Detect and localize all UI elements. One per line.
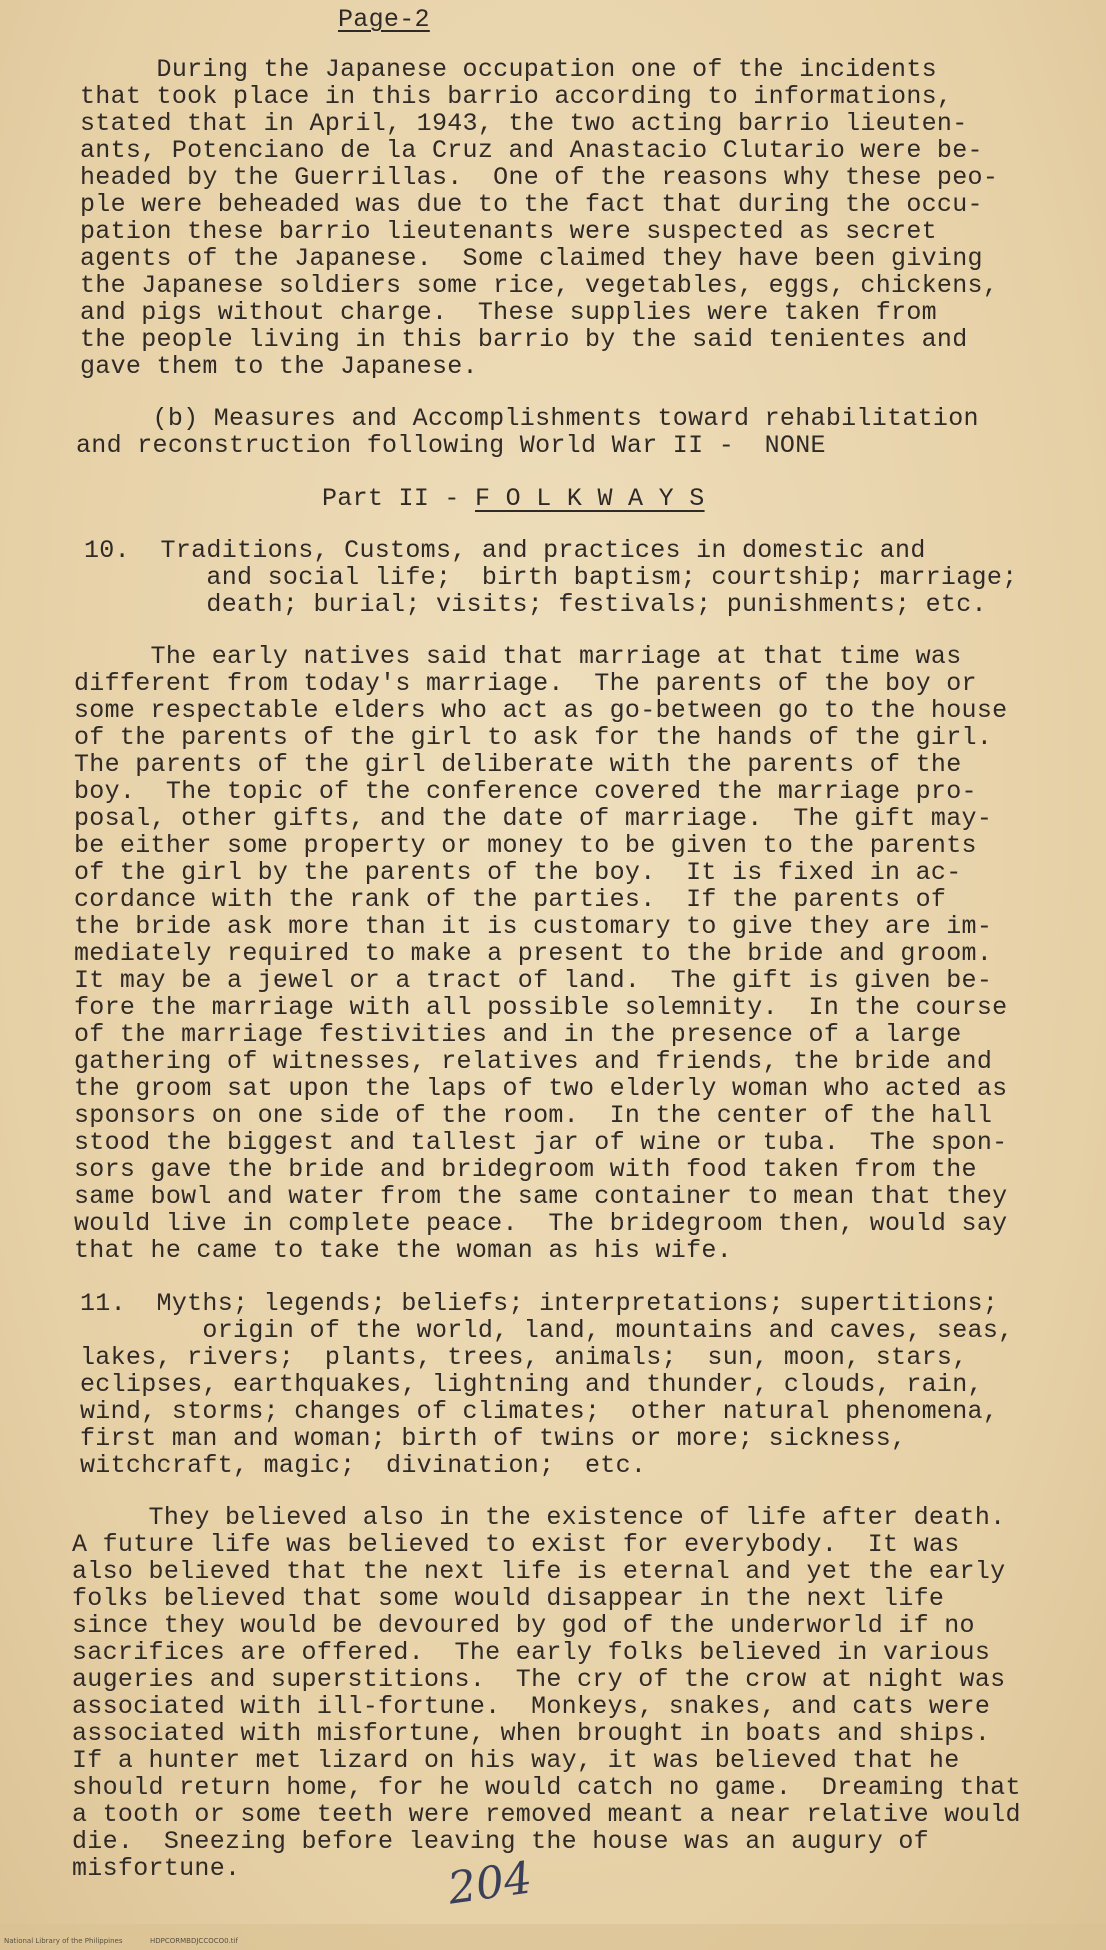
text-line: that took place in this barrio according to informations, — [80, 82, 953, 111]
text-line: the people living in this barrio by the said tenientes and — [80, 325, 968, 354]
text-line: first man and woman; birth of twins or more; sickness, — [80, 1424, 907, 1453]
text-line: lakes, rivers; plants, trees, animals; sun, moon, stars, — [80, 1343, 968, 1372]
text-line: also believed that the next life is eternal and yet the early — [72, 1557, 1006, 1586]
text-line: of the marriage festivities and in the presence of a large — [74, 1020, 962, 1049]
text-line: augeries and superstitions. The cry of the crow at night was — [72, 1665, 1006, 1694]
text-line: pation these barrio lieutenants were suspected as secret — [80, 217, 937, 246]
text-line: stated that in April, 1943, the two acting barrio lieuten- — [80, 109, 968, 138]
text-line: A future life was believed to exist for everybody. It was — [72, 1530, 960, 1559]
text-line: sors gave the bride and bridegroom with food taken from the — [74, 1155, 977, 1184]
text-line: the groom sat upon the laps of two elderly woman who acted as — [74, 1074, 1008, 1103]
text-line: death; burial; visits; festivals; punishments; etc. — [84, 590, 987, 619]
text-line: and pigs without charge. These supplies were taken from — [80, 298, 937, 327]
text-line: be either some property or money to be given to the parents — [74, 831, 977, 860]
library-credit: National Library of the Philippines — [4, 1937, 123, 1945]
text-line: eclipses, earthquakes, lightning and thunder, clouds, rain, — [80, 1370, 983, 1399]
scan-file-id: HDPCORMBDJCCOCO0.tif — [150, 1937, 238, 1945]
text-line: ants, Potenciano de la Cruz and Anastacio Clutario were be- — [80, 136, 983, 165]
text-line: and reconstruction following World War II - NONE — [76, 431, 826, 460]
text-line: a tooth or some teeth were removed meant a near relative would — [72, 1800, 1021, 1829]
text-line: boy. The topic of the conference covered the marriage pro- — [74, 777, 977, 806]
text-line: mediately required to make a present to the bride and groom. — [74, 939, 993, 968]
text-line: of the parents of the girl to ask for the hands of the girl. — [74, 723, 993, 752]
text-line: the Japanese soldiers some rice, vegetables, eggs, chickens, — [80, 271, 999, 300]
text-line: would live in complete peace. The bridegroom then, would say — [74, 1209, 1008, 1238]
text-line: sacrifices are offered. The early folks believed in various — [72, 1638, 991, 1667]
text-line: gave them to the Japanese. — [80, 352, 478, 381]
text-line: They believed also in the existence of life after death. — [72, 1503, 1006, 1532]
text-line: stood the biggest and tallest jar of wine or tuba. The spon- — [74, 1128, 1008, 1157]
text-line: wind, storms; changes of climates; other natural phenomena, — [80, 1397, 999, 1426]
text-line: agents of the Japanese. Some claimed they have been giving — [80, 244, 983, 273]
text-line: witchcraft, magic; divination; etc. — [80, 1451, 647, 1480]
text-line: The parents of the girl deliberate with the parents of the — [74, 750, 962, 779]
text-line: cordance with the rank of the parties. If the parents of — [74, 885, 947, 914]
part-title: F O L K W A Y S — [475, 484, 705, 513]
text-line: that he came to take the woman as his wife. — [74, 1236, 733, 1265]
part-prefix: Part II - — [322, 484, 476, 513]
text-line: If a hunter met lizard on his way, it was believed that he — [72, 1746, 960, 1775]
text-line: headed by the Guerrillas. One of the reasons why these peo- — [80, 163, 999, 192]
text-line: of the girl by the parents of the boy. It is fixed in ac- — [74, 858, 962, 887]
text-line: sponsors on one side of the room. In the center of the hall — [74, 1101, 993, 1130]
text-line: the bride ask more than it is customary to give they are im- — [74, 912, 993, 941]
page-label: Page-2 — [338, 5, 430, 34]
text-line: It may be a jewel or a tract of land. The gift is given be- — [74, 966, 993, 995]
text-line: fore the marriage with all possible solemnity. In the course — [74, 993, 1008, 1022]
text-line: should return home, for he would catch no game. Dreaming that — [72, 1773, 1021, 1802]
text-line: associated with misfortune, when brought in boats and ships. — [72, 1719, 991, 1748]
text-line: associated with ill-fortune. Monkeys, snakes, and cats were — [72, 1692, 991, 1721]
text-line: some respectable elders who act as go-between go to the house — [74, 696, 1008, 725]
text-line: 10. Traditions, Customs, and practices in domestic and — [84, 536, 926, 565]
text-line: The early natives said that marriage at that time was — [74, 642, 962, 671]
handwritten-page-number: 204 — [444, 1852, 536, 1915]
text-line: origin of the world, land, mountains and caves, seas, — [80, 1316, 1014, 1345]
text-line: same bowl and water from the same container to mean that they — [74, 1182, 1008, 1211]
text-line: gathering of witnesses, relatives and friends, the bride and — [74, 1047, 993, 1076]
text-line: 11. Myths; legends; beliefs; interpretations; supertitions; — [80, 1289, 999, 1318]
text-line: since they would be devoured by god of the underworld if no — [72, 1611, 975, 1640]
text-line: (b) Measures and Accomplishments toward rehabilitation — [76, 404, 979, 433]
text-line: different from today's marriage. The parents of the boy or — [74, 669, 977, 698]
text-line: ple were beheaded was due to the fact that during the occu- — [80, 190, 983, 219]
part-heading — [322, 485, 705, 512]
text-line: folks believed that some would disappear in the next life — [72, 1584, 945, 1613]
text-line: posal, other gifts, and the date of marriage. The gift may- — [74, 804, 993, 833]
text-line: and social life; birth baptism; courtship; marriage; — [84, 563, 1018, 592]
text-line: misfortune. — [72, 1854, 241, 1883]
text-line: die. Sneezing before leaving the house was an augury of — [72, 1827, 929, 1856]
text-line: During the Japanese occupation one of the incidents — [80, 55, 937, 84]
